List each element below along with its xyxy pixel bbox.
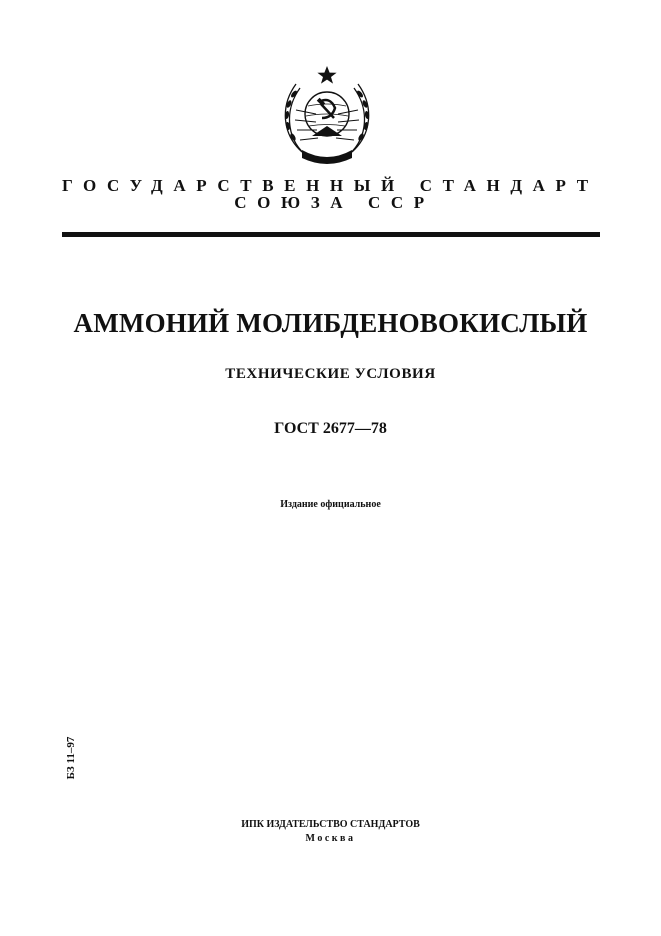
document-subtitle: ТЕХНИЧЕСКИЕ УСЛОВИЯ: [225, 366, 436, 382]
document-title: АММОНИЙ МОЛИБДЕНОВОКИСЛЫЙ: [73, 308, 588, 338]
publisher-city: Москва: [305, 833, 356, 844]
side-code: БЗ 11–97: [65, 736, 77, 780]
publisher-name: ИПК ИЗДАТЕЛЬСТВО СТАНДАРТОВ: [241, 819, 420, 830]
edition-note: Издание официальное: [280, 499, 381, 510]
header-divider: [62, 232, 600, 237]
header-state-standard: ГОСУДАРСТВЕННЫЙ СТАНДАРТ: [62, 176, 599, 195]
header-ussr: СОЮЗА ССР: [234, 193, 435, 212]
standard-number: ГОСТ 2677—78: [274, 420, 387, 437]
ussr-coat-of-arms-icon: [272, 62, 382, 170]
